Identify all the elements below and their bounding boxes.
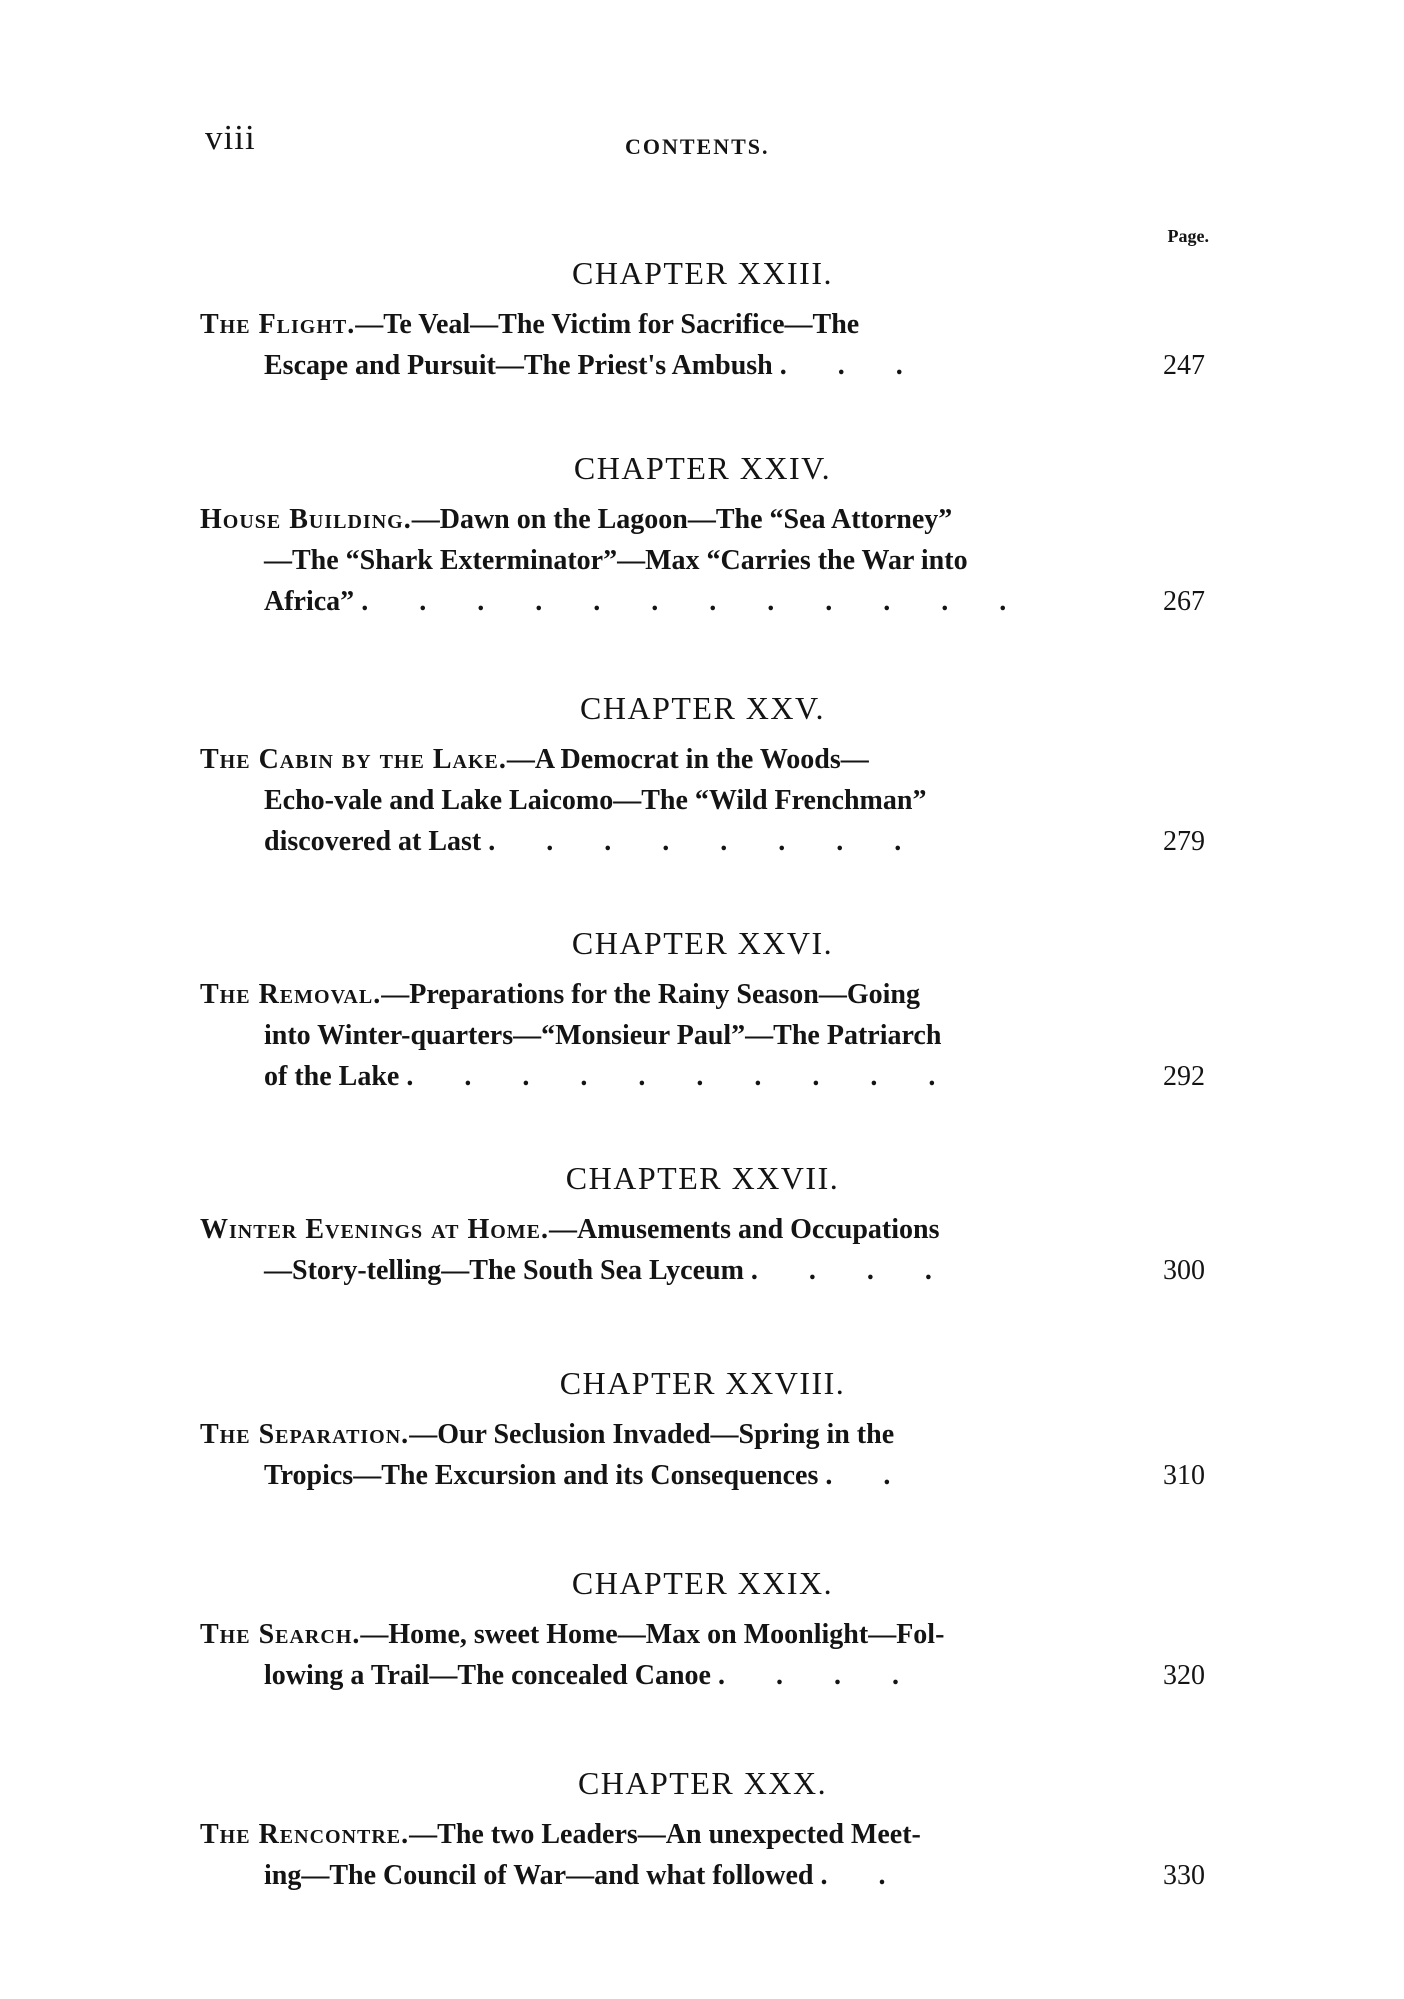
dot-leaders: . . . . <box>750 1255 954 1286</box>
summary-line: —Story-telling—The South Sea Lyceum <box>264 1255 744 1286</box>
summary-line: —Preparations for the Rainy Season—Going <box>381 979 920 1010</box>
page-number: 247 <box>1163 350 1205 381</box>
chapter-heading: CHAPTER XXVIII. <box>559 1365 846 1401</box>
chapter-summary-text <box>200 1209 1125 1291</box>
chapter-summary-text <box>200 974 1125 1097</box>
running-head <box>205 118 1205 168</box>
summary-line: Africa” <box>264 586 355 617</box>
chapter-summary-text <box>200 499 1125 622</box>
chapter-heading: CHAPTER XXIII. <box>572 255 833 291</box>
summary-line: —Our Seclusion Invaded—Spring in the <box>409 1419 895 1450</box>
page-number: 267 <box>1163 586 1205 617</box>
chapter-title: The Search. <box>200 1619 361 1650</box>
dot-leaders: . . . . . . . . <box>488 826 924 857</box>
summary-line: Echo-vale and Lake Laicomo—The “Wild Frenchman” <box>264 785 927 816</box>
toc-chapter-entry <box>200 1565 1205 1696</box>
toc-chapter-entry <box>200 1160 1205 1291</box>
chapter-title: Winter Evenings at Home. <box>200 1214 550 1245</box>
chapter-summary <box>200 1414 1205 1496</box>
chapter-summary <box>200 1209 1205 1291</box>
chapter-summary-text <box>200 1414 1125 1496</box>
running-title: CONTENTS. <box>625 134 770 159</box>
chapter-heading: CHAPTER XXIV. <box>573 450 832 486</box>
chapter-summary <box>200 304 1205 386</box>
chapter-title: The Flight. <box>200 309 356 340</box>
summary-line: —A Democrat in the Woods— <box>506 744 869 775</box>
summary-line: into Winter-quarters—“Monsieur Paul”—The Patriarch <box>264 1020 942 1051</box>
chapter-summary <box>200 739 1205 862</box>
chapter-summary <box>200 1614 1205 1696</box>
chapter-heading: CHAPTER XXVI. <box>571 925 834 961</box>
dot-leaders: . . . . <box>717 1660 921 1691</box>
summary-line: discovered at Last <box>264 826 482 857</box>
toc-chapter-entry <box>200 255 1205 386</box>
chapter-title: The Cabin by the Lake. <box>200 744 507 775</box>
summary-line: of the Lake <box>264 1061 400 1092</box>
dot-leaders: . . <box>820 1860 908 1891</box>
page-number: 330 <box>1163 1860 1205 1891</box>
summary-line: —Te Veal—The Victim for Sacrifice—The <box>355 309 860 340</box>
summary-line: —The “Shark Exterminator”—Max “Carries the War into <box>264 545 968 576</box>
chapter-summary-text <box>200 1614 1125 1696</box>
summary-line: —The two Leaders—An unexpected Meet- <box>409 1819 921 1850</box>
toc-chapter-entry <box>200 690 1205 862</box>
chapter-title: The Removal. <box>200 979 382 1010</box>
summary-line: Tropics—The Excursion and its Consequences <box>264 1460 819 1491</box>
summary-line: Escape and Pursuit—The Priest's Ambush <box>264 350 773 381</box>
dot-leaders: . . <box>825 1460 913 1491</box>
summary-line: —Amusements and Occupations <box>549 1214 940 1245</box>
summary-line: ing—The Council of War—and what followed <box>264 1860 814 1891</box>
chapter-heading: CHAPTER XXV. <box>580 690 825 726</box>
dot-leaders: . . . . . . . . . . . . <box>361 586 1029 617</box>
chapter-heading: CHAPTER XXVII. <box>565 1160 840 1196</box>
toc-chapter-entry <box>200 1365 1205 1496</box>
toc-chapter-entry <box>200 925 1205 1097</box>
page-number: 279 <box>1163 826 1205 857</box>
toc-chapter-entry <box>200 1765 1205 1896</box>
toc-chapter-entry <box>200 450 1205 622</box>
page-number: 300 <box>1163 1255 1205 1286</box>
chapter-summary-text <box>200 1814 1125 1896</box>
summary-line: lowing a Trail—The concealed Canoe <box>264 1660 711 1691</box>
dot-leaders: . . . . . . . . . . <box>406 1061 958 1092</box>
chapter-heading: CHAPTER XXIX. <box>571 1565 834 1601</box>
chapter-heading: CHAPTER XXX. <box>577 1765 828 1801</box>
chapter-summary-text <box>200 739 1125 862</box>
chapter-title: The Separation. <box>200 1419 410 1450</box>
page-column-label: Page. <box>1167 226 1209 246</box>
chapter-title: The Rencontre. <box>200 1819 410 1850</box>
page-folio: viii <box>205 118 256 157</box>
chapter-summary <box>200 974 1205 1097</box>
chapter-summary-text <box>200 304 1125 386</box>
summary-line: —Dawn on the Lagoon—The “Sea Attorney” <box>411 504 953 535</box>
chapter-title: House Building. <box>200 504 412 535</box>
page-number: 310 <box>1163 1460 1205 1491</box>
page-number: 292 <box>1163 1061 1205 1092</box>
chapter-summary <box>200 1814 1205 1896</box>
chapter-summary <box>200 499 1205 622</box>
dot-leaders: . . . <box>779 350 925 381</box>
summary-line: —Home, sweet Home—Max on Moonlight—Fol- <box>360 1619 945 1650</box>
page-number: 320 <box>1163 1660 1205 1691</box>
